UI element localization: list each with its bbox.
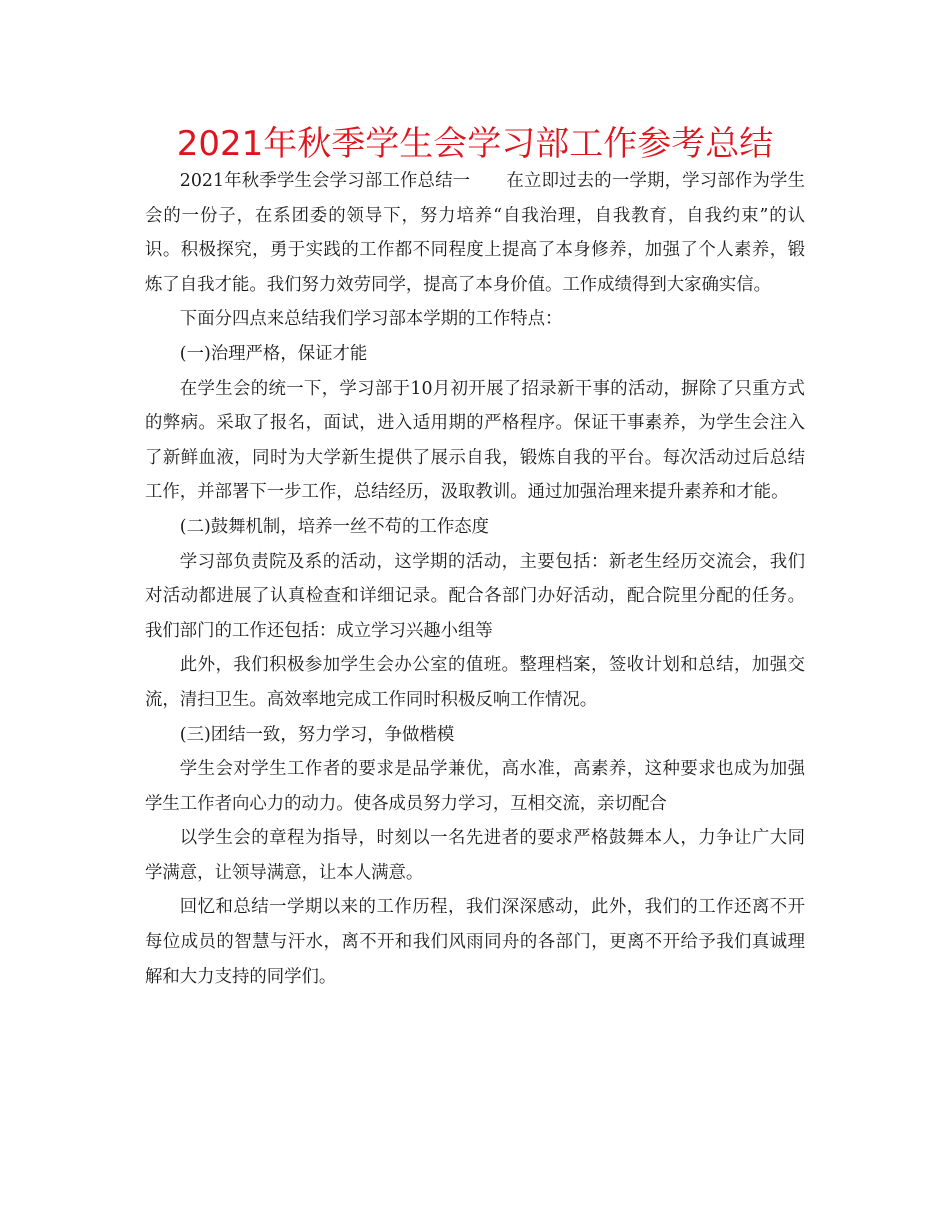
document-body — [145, 164, 805, 994]
paragraph: 在学生会的统一下，学习部于10月初开展了招录新干事的活动，摒除了只重方式的弊病。采取了报名，面试，进入适用期的严格程序。保证干事素养，为学生会注入了新鲜血液，同时为大学新生提供了展示自我，锻炼自我的平台。每次活动过后总结工作，并部署下一步工作，总结经历，汲取教训。通过加强治理来提升素养和才能。 — [145, 378, 805, 503]
paragraph: 学生会对学生工作者的要求是品学兼优，高水准，高素养，这种要求也成为加强学生工作者向心力的动力。使各成员努力学习，互相交流，亲切配合 — [145, 759, 805, 814]
paragraph: 此外，我们积极参加学生会办公室的值班。整理档案，签收计划和总结，加强交流，清扫卫生。高效率地完成工作同时积极反响工作情况。 — [145, 655, 805, 710]
section-heading: (二)鼓舞机制，培养一丝不苟的工作态度 — [179, 516, 490, 537]
section-heading: (三)团结一致，努力学习，争做楷模 — [179, 724, 455, 745]
paragraph-intro — [145, 164, 805, 302]
paragraph: 学习部负责院及系的活动，这学期的活动，主要包括：新老生经历交流会，我们对活动都进展了认真检查和详细记录。配合各部门办好活动，配合院里分配的任务。我们部门的工作还包括：成立学习兴趣小组等 — [145, 551, 805, 641]
paragraph-lead: 2021年秋季学生会学习部工作总结一 — [179, 171, 471, 191]
paragraph: 回忆和总结一学期以来的工作历程，我们深深感动，此外，我们的工作还离不开每位成员的智慧与汗水，离不开和我们风雨同舟的各部门，更离不开给予我们真诚理解和大力支持的同学们。 — [145, 897, 805, 987]
paragraph: 以学生会的章程为指导，时刻以一名先进者的要求严格鼓舞本人，力争让广大同学满意，让领导满意，让本人满意。 — [145, 828, 805, 883]
section-heading: (一)治理严格，保证才能 — [179, 343, 368, 364]
paragraph-text: 在立即过去的一学期，学习部作为学生会的一份子，在系团委的领导下，努力培养“自我治理，自我教育，自我约束”的认识。积极探究，勇于实践的工作都不同程度上提高了本身修养，加强了个人素养，锻炼了自我才能。我们努力效劳同学，提高了本身价值。工作成绩得到大家确实信。 — [145, 171, 805, 295]
document-title: 2021年秋季学生会学习部工作参考总结 — [176, 124, 774, 164]
paragraph: 下面分四点来总结我们学习部本学期的工作特点： — [179, 309, 563, 330]
